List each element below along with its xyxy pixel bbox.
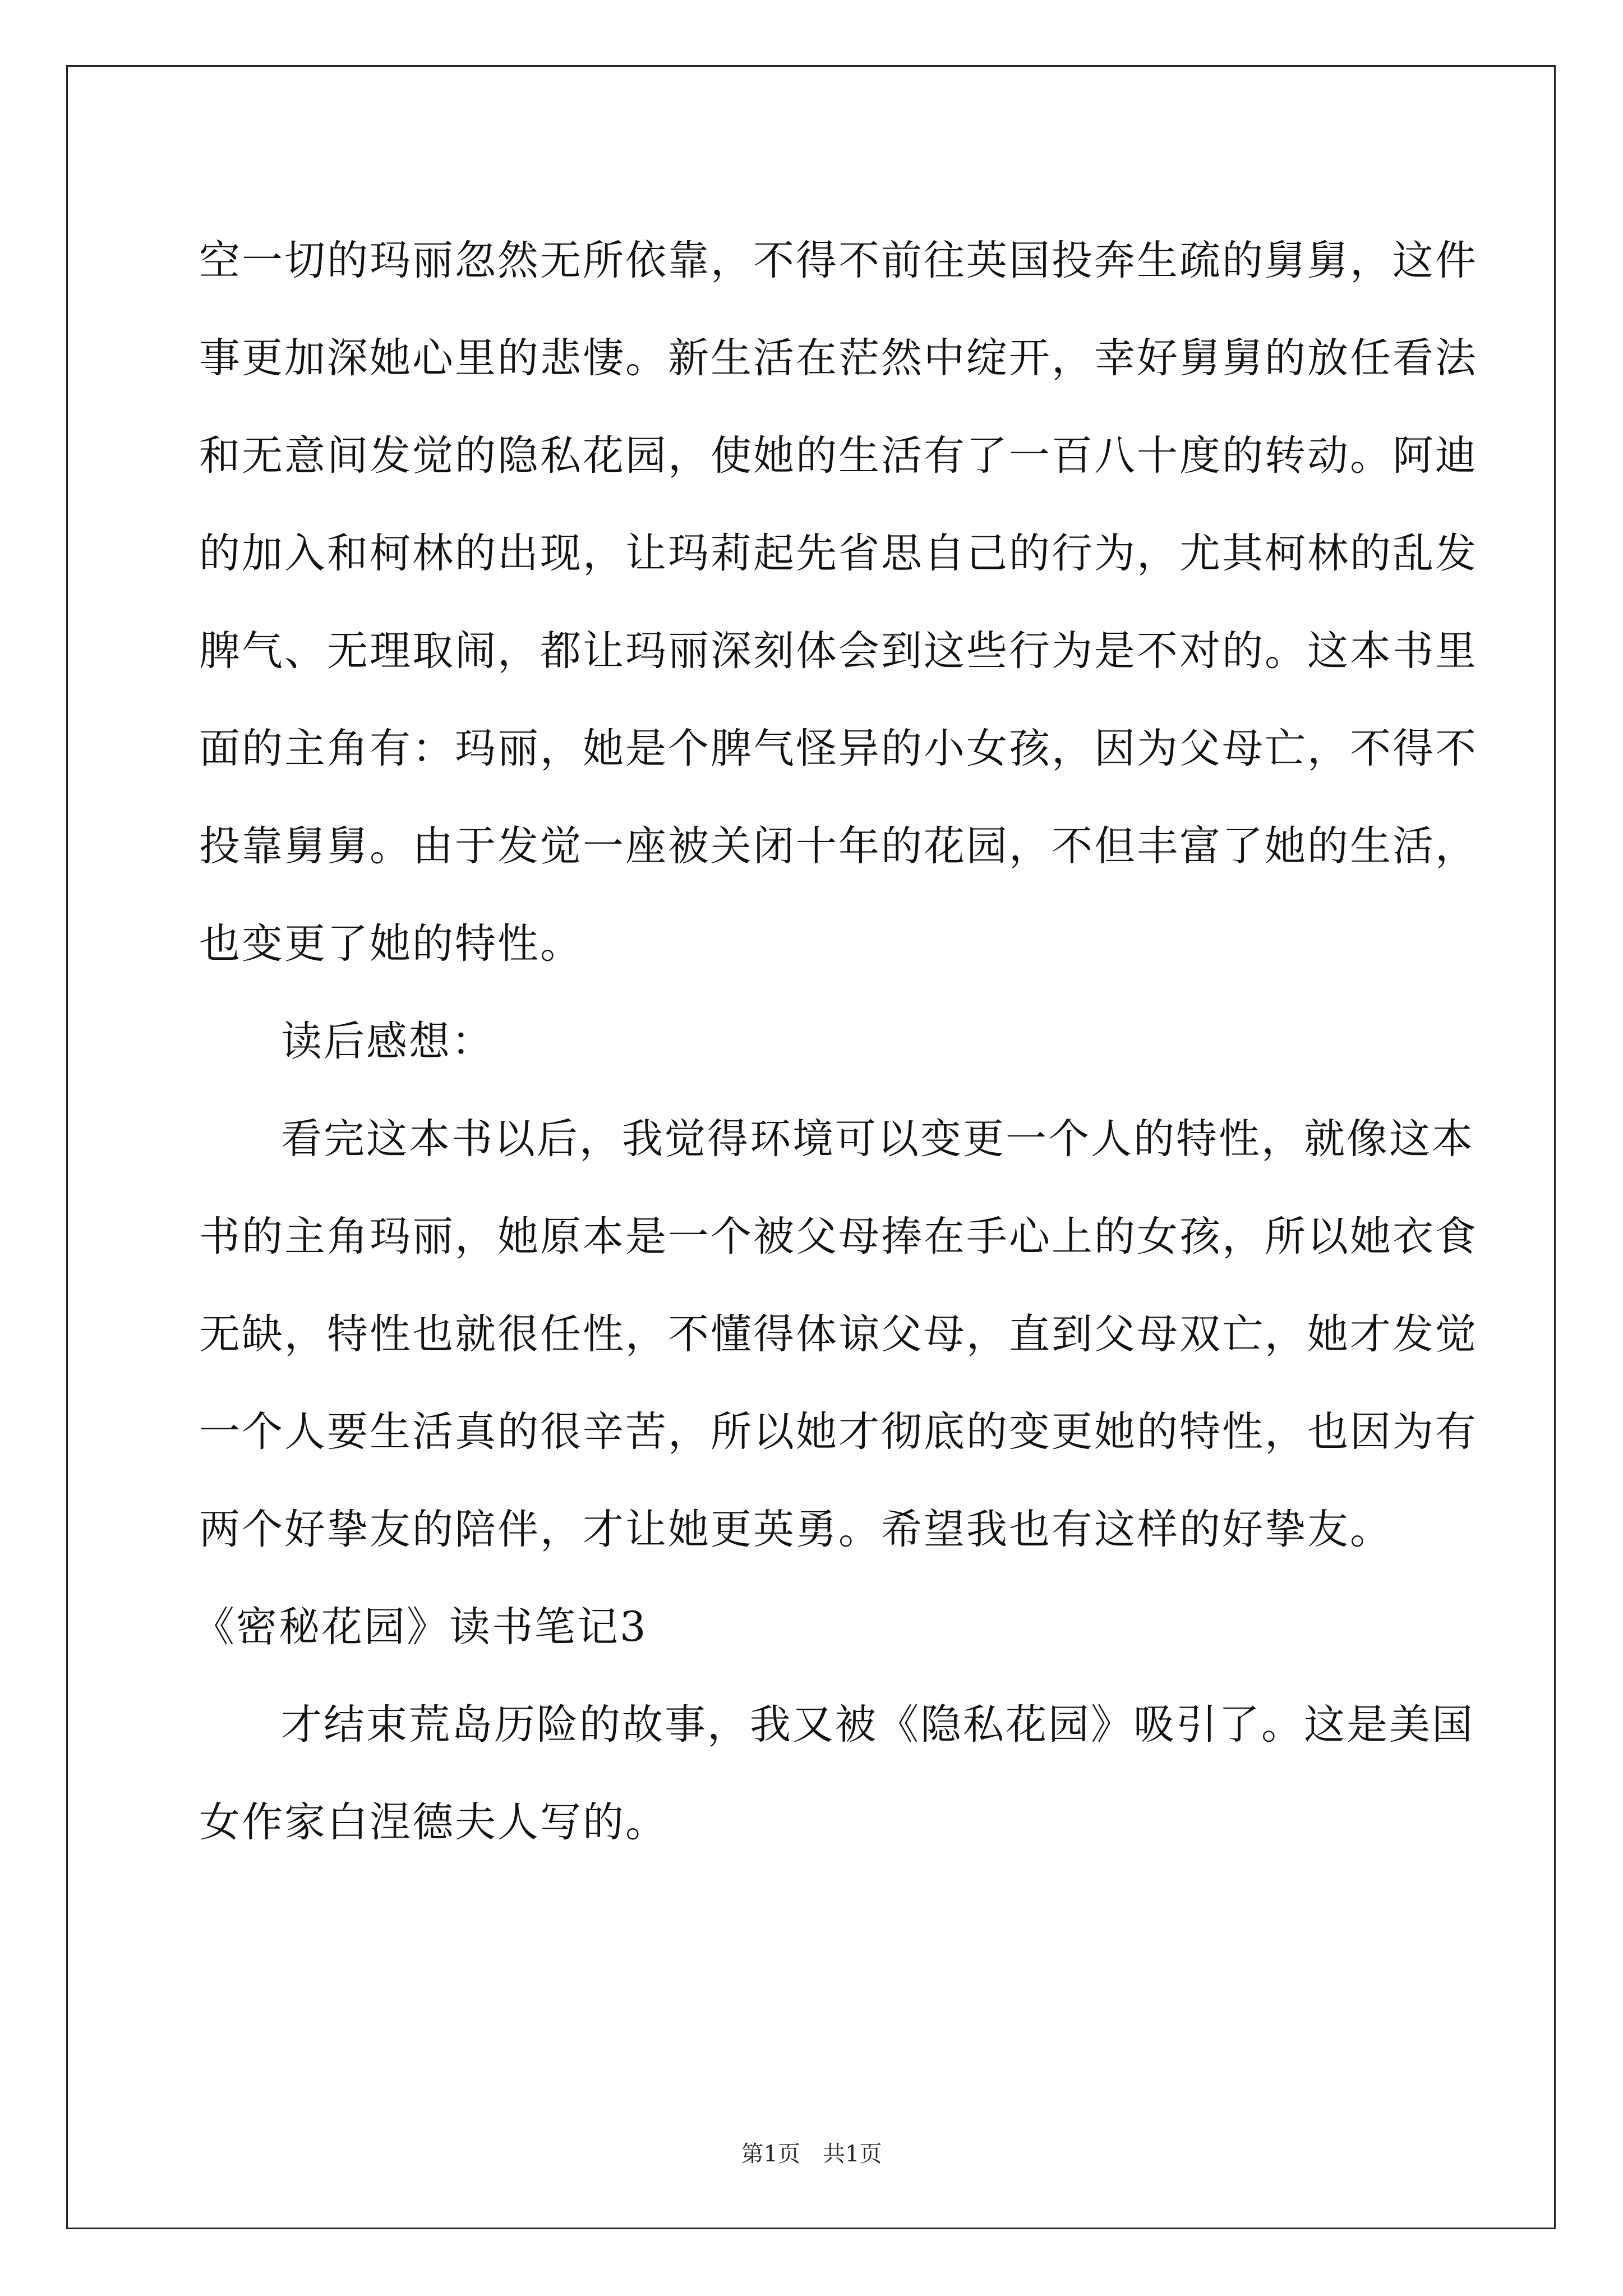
text-line: 事更加深她心里的悲悽。新生活在茫然中绽开，幸好舅舅的放任看法 [199, 334, 1478, 382]
section-heading: 《密秘花园》读书笔记3 [193, 1603, 648, 1651]
text-line: 的加入和柯林的出现，让玛莉起先省思自己的行为，尤其柯林的乱发 [199, 530, 1478, 577]
document-body [193, 212, 1478, 1871]
text-line: 脾气、无理取闹，都让玛丽深刻体会到这些行为是不对的。这本书里 [199, 627, 1478, 675]
text-line: 投靠舅舅。由于发觉一座被关闭十年的花园，不但丰富了她的生活， [199, 822, 1478, 870]
text-line: 面的主角有：玛丽，她是个脾气怪异的小女孩，因为父母亡，不得不 [199, 725, 1478, 772]
page-number: 第1页 共1页 [741, 2141, 882, 2167]
text-line: 空一切的玛丽忽然无所依靠，不得不前往英国投奔生疏的舅舅，这件 [199, 237, 1478, 284]
text-line: 才结束荒岛历险的故事，我又被《隐私花园》吸引了。这是美国 [281, 1701, 1474, 1749]
text-line: 一个人要生活真的很辛苦，所以她才彻底的变更她的特性，也因为有 [199, 1408, 1478, 1456]
text-line: 两个好挚友的陪伴，才让她更英勇。希望我也有这样的好挚友。 [199, 1506, 1393, 1553]
text-line: 和无意间发觉的隐私花园，使她的生活有了一百八十度的转动。阿迪 [199, 432, 1478, 480]
text-line: 也变更了她的特性。 [199, 920, 583, 968]
text-line: 书的主角玛丽，她原本是一个被父母捧在手心上的女孩，所以她衣食 [199, 1213, 1478, 1260]
text-line: 女作家白涅德夫人写的。 [199, 1798, 668, 1846]
section-label: 读后感想： [281, 1018, 494, 1065]
text-line: 看完这本书以后，我觉得环境可以变更一个人的特性，就像这本 [281, 1115, 1474, 1163]
text-line: 无缺，特性也就很任性，不懂得体谅父母，直到父母双亡，她才发觉 [199, 1310, 1478, 1358]
